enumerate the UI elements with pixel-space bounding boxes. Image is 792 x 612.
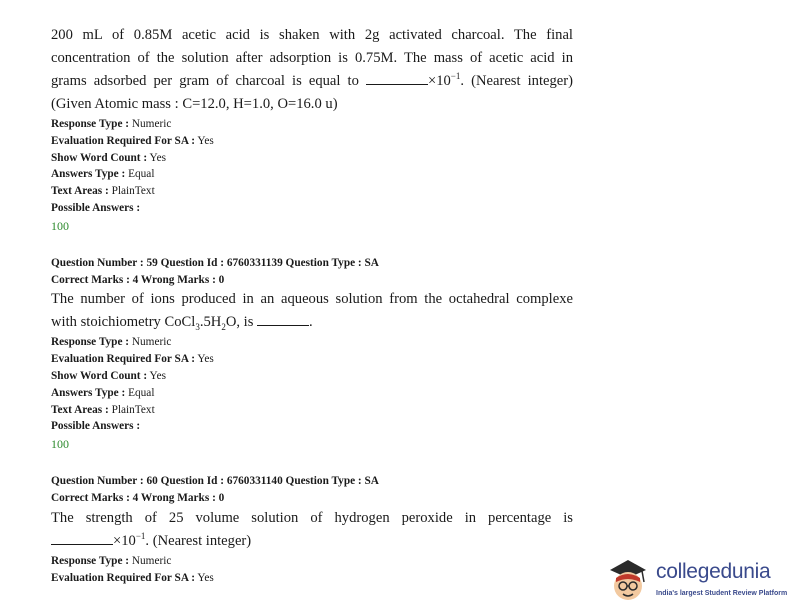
meta-row — [51, 351, 573, 368]
question-59-marks: Correct Marks : 4 Wrong Marks : 0 — [51, 273, 225, 286]
meta-row — [51, 334, 573, 351]
question-58-meta — [51, 116, 573, 217]
q60-line2-b: ×10 — [113, 532, 136, 549]
meta-value: PlainText — [108, 403, 155, 416]
q58-line3-a: grams adsorbed per gram of charcoal is equal to — [51, 73, 366, 89]
question-60 — [51, 473, 573, 586]
meta-label: Text Areas : — [51, 185, 109, 198]
q58-line1: 200 mL of 0.85M acetic acid is shaken with 2g activated charcoal. The final — [51, 27, 573, 43]
question-60-text — [51, 507, 573, 553]
meta-row — [51, 166, 573, 183]
meta-value: Yes — [147, 369, 166, 382]
q59-sub2: 2 — [221, 322, 226, 333]
meta-value: Yes — [194, 571, 214, 584]
meta-label: Answers Type : — [51, 168, 126, 181]
question-60-header: Question Number : 60 Question Id : 6760331140 Question Type : SA — [51, 475, 379, 488]
meta-value: Equal — [125, 168, 155, 181]
meta-label: Show Word Count : — [51, 369, 148, 382]
meta-row — [51, 570, 573, 587]
meta-row — [51, 418, 573, 435]
meta-label: Evaluation Required For SA : — [51, 353, 195, 366]
q60-line2-c: . (Nearest integer) — [145, 532, 252, 549]
meta-label: Evaluation Required For SA : — [51, 571, 195, 584]
meta-label: Show Word Count : — [51, 151, 148, 164]
q58-exponent: −1 — [450, 71, 461, 82]
question-59-header: Question Number : 59 Question Id : 6760331139 Question Type : SA — [51, 256, 379, 269]
question-60-meta — [51, 553, 573, 587]
question-60-marks: Correct Marks : 4 Wrong Marks : 0 — [51, 491, 225, 504]
q60-line1: The strength of 25 volume solution of hydrogen peroxide in percentage is — [51, 509, 573, 526]
meta-row — [51, 385, 573, 402]
q58-line3 — [51, 70, 573, 93]
meta-label: Response Type : — [51, 554, 130, 567]
meta-value: Yes — [194, 353, 214, 366]
meta-value: Equal — [125, 386, 155, 399]
question-59-answer: 100 — [51, 437, 69, 452]
answer-blank — [366, 71, 428, 85]
q58-line4: (Given Atomic mass : C=12.0, H=1.0, O=16.0 u) — [51, 96, 338, 112]
q58-line2: concentration of the solution after adsorption is 0.75M. The mass of acetic acid in — [51, 50, 573, 66]
meta-label: Response Type : — [51, 336, 130, 349]
q58-line3-b: ×10 — [427, 73, 451, 89]
meta-row — [51, 200, 573, 217]
question-58-text — [51, 24, 573, 116]
q60-line2 — [51, 530, 573, 553]
question-59 — [51, 255, 573, 453]
meta-label: Possible Answers : — [51, 201, 141, 214]
meta-value: Numeric — [129, 554, 172, 567]
logo-wordmark: collegedunia — [656, 560, 771, 583]
answer-blank — [51, 531, 113, 545]
question-58-answer: 100 — [51, 218, 69, 233]
meta-row — [51, 133, 573, 150]
meta-row — [51, 553, 573, 570]
q59-line2 — [51, 311, 573, 334]
meta-value: PlainText — [108, 185, 155, 198]
q60-exponent: −1 — [135, 530, 146, 541]
meta-row — [51, 150, 573, 167]
q59-line2-d: . — [309, 314, 313, 331]
meta-value: Yes — [194, 134, 214, 147]
q58-line3-c: . (Nearest integer) — [460, 73, 573, 89]
meta-row — [51, 183, 573, 200]
q59-line1: The number of ions produced in an aqueous solution from the octahedral complexe — [51, 291, 573, 308]
question-59-meta — [51, 334, 573, 435]
meta-label: Answers Type : — [51, 386, 126, 399]
q59-sub1: 3 — [195, 322, 200, 333]
q59-line2-c: O, is — [225, 314, 258, 331]
meta-label: Evaluation Required For SA : — [51, 134, 195, 147]
meta-row — [51, 368, 573, 385]
mascot-icon — [606, 556, 650, 606]
q59-line2-b: .5H — [199, 314, 222, 331]
logo-tagline: India's largest Student Review Platform — [656, 590, 788, 597]
collegedunia-logo — [606, 556, 792, 612]
meta-label: Text Areas : — [51, 403, 109, 416]
meta-value: Numeric — [129, 118, 172, 130]
q59-line2-a: with stoichiometry CoCl — [51, 314, 196, 331]
meta-row — [51, 116, 573, 133]
question-page — [51, 24, 573, 586]
question-58 — [51, 24, 573, 235]
meta-value: Yes — [147, 151, 166, 164]
meta-row — [51, 402, 573, 419]
meta-label: Possible Answers : — [51, 420, 141, 433]
meta-value: Numeric — [129, 336, 172, 349]
question-59-text — [51, 288, 573, 334]
meta-label: Response Type : — [51, 118, 130, 130]
answer-blank — [257, 312, 309, 326]
